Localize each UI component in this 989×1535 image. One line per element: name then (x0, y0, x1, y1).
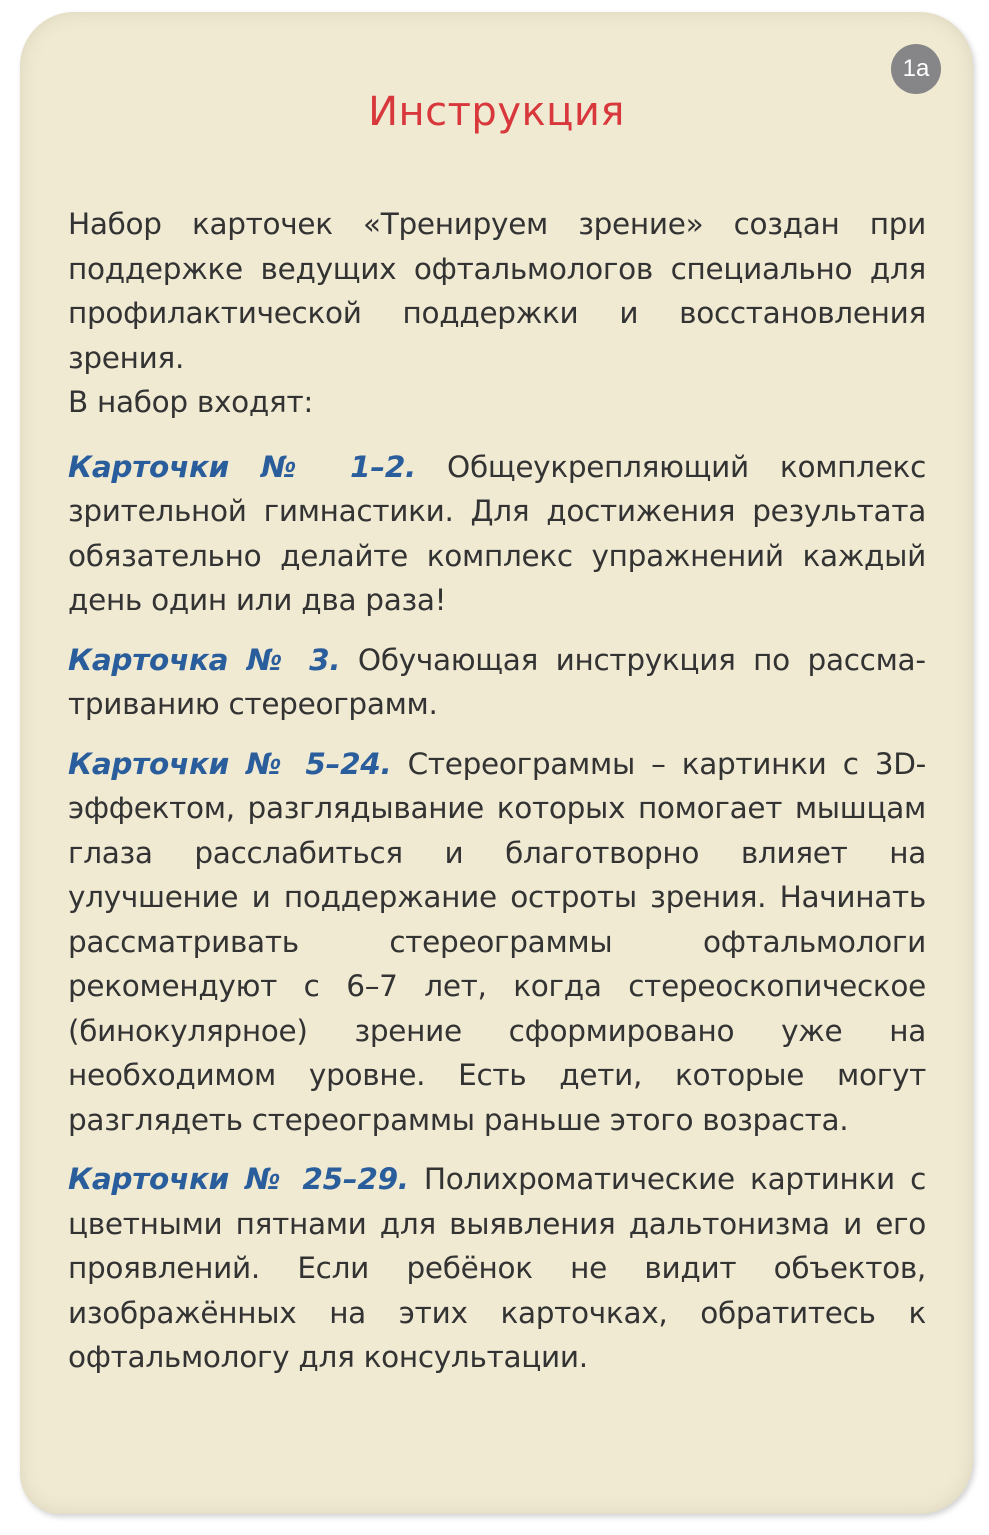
item-text: Полихроматические картинки с цветными пятнами для выявления дальтонизма и его проявлений. Если ребёнок не видит объектов, изображённых на этих карточках, обратитесь к офтальмологу для консультации. (68, 1162, 926, 1374)
list-item (68, 742, 926, 1143)
item-heading: Карточки № 5–24. (68, 746, 392, 781)
item-heading: Карточки № 25–29. (68, 1162, 409, 1196)
item-heading: Карточка № 3. (68, 642, 341, 677)
page-number-badge: 1а (891, 44, 941, 94)
item-text: Стереограммы – картинки с 3D-эффектом, разглядывание которых помогает мышцам глаза расслабиться и благотворно влияет на улучшение и поддержание остроты зрения. Начинать рассматривать стереограммы офтальмологи рекомендуют с 6–7 лет, когда стереоскопическое (бинокулярное) зрение сформировано уже на необходимом уровне. Есть дети, которые могут разглядеть стереограммы раньше этого возраста. (68, 746, 926, 1137)
item-text: Общеукрепляющий комплекс зрительной гимнастики. Для достижения результата обязательно делайте комплекс упражнений каждый день один или два раза! (68, 449, 926, 617)
instruction-card (20, 12, 973, 1514)
card-body (68, 202, 926, 1380)
list-item (68, 445, 926, 623)
intro-paragraph: Набор карточек «Тренируем зрение» создан при поддержке ведущих офтальмологов специально для профилактической поддержки и восстановления зрения. (68, 207, 926, 375)
set-includes-line: В набор входят: (68, 385, 313, 419)
list-item (68, 1157, 926, 1380)
card-title: Инструкция (368, 89, 625, 135)
list-item (68, 638, 926, 727)
item-heading: Карточки № 1–2. (68, 449, 416, 484)
item-text: Обучающая инструкция по рассматриванию стереограмм. (68, 642, 926, 721)
